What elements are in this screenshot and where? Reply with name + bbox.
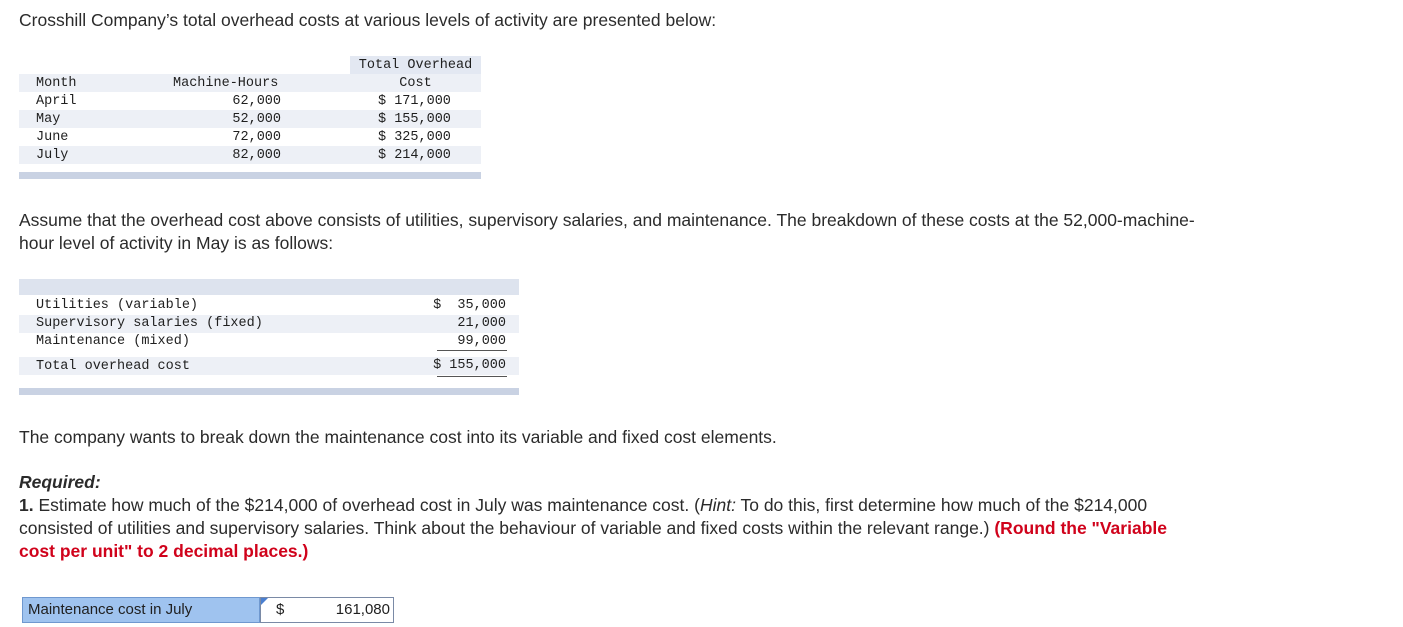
cost-breakdown-table [19,279,519,395]
breakdown-label: Supervisory salaries (fixed) [36,316,263,331]
total-value: $ 155,000 [433,358,506,373]
machine-hours-cell: 72,000 [232,130,281,145]
maintenance-cost-input[interactable] [290,598,390,622]
requirement-text-part: To do this, first determine how much of the $214,000 consisted of utilities and supervisory salaries. Think about the behaviour of variable and fixed costs within the relevant range.) [19,495,1148,538]
breakdown-label: Utilities (variable) [36,298,199,313]
table-top-bar [19,279,519,295]
intro-text: Crosshill Company’s total overhead costs at various levels of activity are presented below: [19,10,717,30]
machine-hours-cell: 52,000 [232,112,281,127]
breakdown-value: 99,000 [457,334,506,349]
table-bottom-bar [19,172,481,179]
machine-hours-cell: 62,000 [232,94,281,109]
cost-cell: $ 171,000 [378,94,451,109]
requirement-number: 1. [19,495,34,515]
breakdown-value: 21,000 [457,316,506,331]
header-month: Month [36,76,77,91]
requirement-text-part: Estimate how much of the $214,000 of overhead cost in July was maintenance cost. ( [33,495,700,515]
currency-symbol: $ [276,601,285,618]
month-cell: July [36,148,69,163]
answer-label: Maintenance cost in July [22,597,260,623]
cost-cell: $ 325,000 [378,130,451,145]
hint-label: Hint: [699,495,736,515]
month-cell: April [36,94,77,109]
objective-paragraph: The company wants to break down the maintenance cost into its variable and fixed cost elements. [19,427,777,447]
header-cost-line2: Cost [399,76,432,91]
table-bottom-bar [19,388,519,395]
breakdown-label: Maintenance (mixed) [36,334,190,349]
cost-cell: $ 214,000 [378,148,451,163]
breakdown-value: $ 35,000 [433,298,506,313]
answer-field[interactable] [260,597,394,623]
field-marker-icon [261,598,268,605]
requirement-text [19,494,1189,563]
breakdown-paragraph: Assume that the overhead cost above consists of utilities, supervisory salaries, and maintenance. The breakdown of these costs at the 52,000-machine-hour level of activity in May is as follows: [19,210,1195,253]
header-machine-hours: Machine-Hours [173,76,279,91]
month-cell: June [36,130,69,145]
total-rule [437,376,507,377]
rounding-instruction: (Round the "Variable cost per unit" to 2 decimal places.) [19,518,1167,561]
total-label: Total overhead cost [36,359,190,374]
header-cost-line1: Total Overhead [358,58,473,73]
overhead-activity-table [19,56,481,179]
month-cell: May [36,112,61,127]
subtotal-rule [437,350,507,351]
required-heading: Required: [19,472,101,492]
machine-hours-cell: 82,000 [232,148,281,163]
cost-cell: $ 155,000 [378,112,451,127]
